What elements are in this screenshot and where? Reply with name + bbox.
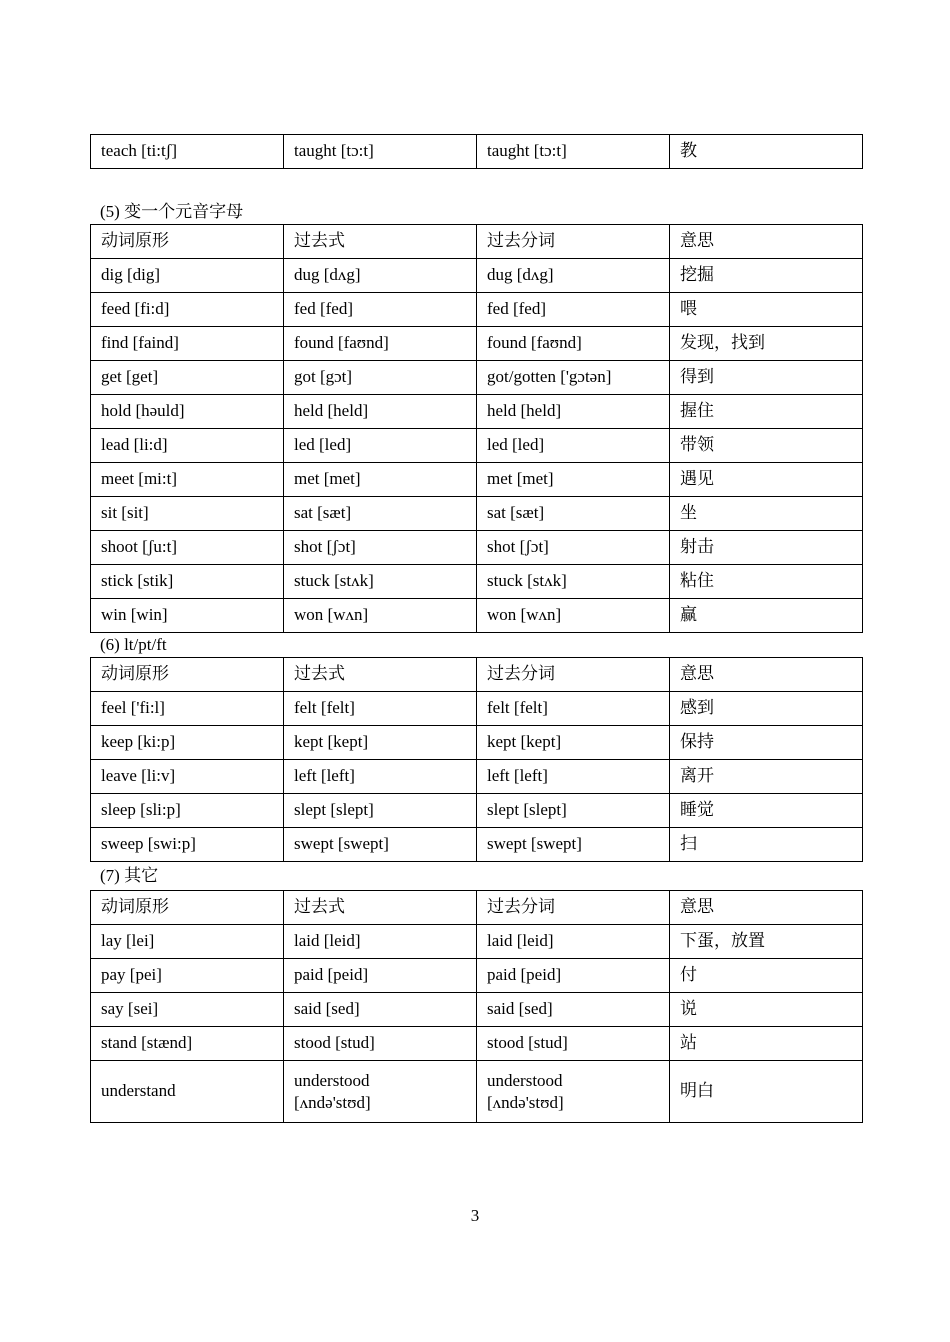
cell-past-participle: fed [fed] bbox=[477, 293, 670, 327]
cell-base: find [faind] bbox=[91, 327, 284, 361]
table-row bbox=[91, 760, 863, 794]
header-base: 动词原形 bbox=[91, 658, 284, 692]
cell-pp-line: understood bbox=[487, 1071, 563, 1091]
cell-meaning: 得到 bbox=[670, 361, 863, 395]
header-past: 过去式 bbox=[284, 658, 477, 692]
header-past-participle: 过去分词 bbox=[477, 658, 670, 692]
table-row bbox=[91, 361, 863, 395]
section-title-7: (7) 其它 bbox=[100, 866, 159, 885]
section-title-5: (5) 变一个元音字母 bbox=[100, 202, 244, 221]
table-row bbox=[91, 327, 863, 361]
table-section-5 bbox=[90, 224, 863, 633]
cell-meaning: 扫 bbox=[670, 828, 863, 862]
cell-base: sleep [sli:p] bbox=[91, 794, 284, 828]
cell-past: stuck [stʌk] bbox=[284, 565, 477, 599]
table-top bbox=[90, 134, 863, 169]
cell-past-participle: sat [sæt] bbox=[477, 497, 670, 531]
cell-past-participle: taught [tɔ:t] bbox=[477, 135, 670, 169]
cell-base: lay [lei] bbox=[91, 925, 284, 959]
table-row bbox=[91, 429, 863, 463]
cell-past: paid [peid] bbox=[284, 959, 477, 993]
cell-base: feed [fi:d] bbox=[91, 293, 284, 327]
table-header-row bbox=[91, 891, 863, 925]
cell-meaning: 明白 bbox=[670, 1061, 863, 1123]
cell-past: taught [tɔ:t] bbox=[284, 135, 477, 169]
cell-past-participle bbox=[477, 1061, 670, 1123]
cell-meaning: 握住 bbox=[670, 395, 863, 429]
table-row bbox=[91, 692, 863, 726]
cell-past-participle: stuck [stʌk] bbox=[477, 565, 670, 599]
cell-past: met [met] bbox=[284, 463, 477, 497]
cell-past: dug [dʌg] bbox=[284, 259, 477, 293]
cell-meaning: 带领 bbox=[670, 429, 863, 463]
page-number: 3 bbox=[470, 1206, 480, 1225]
cell-past-participle: left [left] bbox=[477, 760, 670, 794]
cell-base: meet [mi:t] bbox=[91, 463, 284, 497]
cell-base: pay [pei] bbox=[91, 959, 284, 993]
cell-base: get [get] bbox=[91, 361, 284, 395]
cell-meaning: 挖掘 bbox=[670, 259, 863, 293]
header-meaning: 意思 bbox=[670, 658, 863, 692]
cell-past-participle: found [faʊnd] bbox=[477, 327, 670, 361]
cell-past-participle: dug [dʌg] bbox=[477, 259, 670, 293]
cell-meaning: 赢 bbox=[670, 599, 863, 633]
cell-base: teach [ti:tʃ] bbox=[91, 135, 284, 169]
cell-past-participle: slept [slept] bbox=[477, 794, 670, 828]
cell-meaning: 保持 bbox=[670, 726, 863, 760]
table-row bbox=[91, 599, 863, 633]
table-row bbox=[91, 565, 863, 599]
cell-past: found [faʊnd] bbox=[284, 327, 477, 361]
cell-base: hold [həuld] bbox=[91, 395, 284, 429]
table-header-row bbox=[91, 225, 863, 259]
cell-past: kept [kept] bbox=[284, 726, 477, 760]
table-row bbox=[91, 993, 863, 1027]
cell-base: stick [stik] bbox=[91, 565, 284, 599]
section-title-6: (6) lt/pt/ft bbox=[100, 635, 167, 654]
table-row bbox=[91, 726, 863, 760]
header-past: 过去式 bbox=[284, 225, 477, 259]
cell-past: fed [fed] bbox=[284, 293, 477, 327]
cell-past: sat [sæt] bbox=[284, 497, 477, 531]
cell-past-participle: met [met] bbox=[477, 463, 670, 497]
table-row bbox=[91, 259, 863, 293]
cell-past-phonetic: [ʌndə'stʊd] bbox=[294, 1092, 371, 1112]
cell-past-participle: stood [stud] bbox=[477, 1027, 670, 1061]
cell-past-participle: won [wʌn] bbox=[477, 599, 670, 633]
cell-past-participle: shot [ʃɔt] bbox=[477, 531, 670, 565]
cell-meaning: 喂 bbox=[670, 293, 863, 327]
cell-past-participle: paid [peid] bbox=[477, 959, 670, 993]
cell-past: got [gɔt] bbox=[284, 361, 477, 395]
table-section-6 bbox=[90, 657, 863, 862]
cell-past-participle: kept [kept] bbox=[477, 726, 670, 760]
cell-base: sit [sit] bbox=[91, 497, 284, 531]
header-past-participle: 过去分词 bbox=[477, 225, 670, 259]
cell-meaning: 射击 bbox=[670, 531, 863, 565]
cell-meaning: 付 bbox=[670, 959, 863, 993]
cell-base: say [sei] bbox=[91, 993, 284, 1027]
cell-past: slept [slept] bbox=[284, 794, 477, 828]
table-row bbox=[91, 828, 863, 862]
cell-meaning: 遇见 bbox=[670, 463, 863, 497]
cell-meaning: 睡觉 bbox=[670, 794, 863, 828]
cell-past: held [held] bbox=[284, 395, 477, 429]
cell-past: laid [leid] bbox=[284, 925, 477, 959]
header-past: 过去式 bbox=[284, 891, 477, 925]
cell-base: feel ['fi:l] bbox=[91, 692, 284, 726]
cell-base: win [win] bbox=[91, 599, 284, 633]
cell-meaning: 坐 bbox=[670, 497, 863, 531]
cell-past-participle: held [held] bbox=[477, 395, 670, 429]
cell-meaning: 粘住 bbox=[670, 565, 863, 599]
table-row bbox=[91, 1061, 863, 1123]
cell-past: felt [felt] bbox=[284, 692, 477, 726]
table-row bbox=[91, 395, 863, 429]
cell-past: stood [stud] bbox=[284, 1027, 477, 1061]
table-row bbox=[91, 794, 863, 828]
cell-past-participle: got/gotten ['gɔtən] bbox=[477, 361, 670, 395]
cell-past: said [sed] bbox=[284, 993, 477, 1027]
cell-past: swept [swept] bbox=[284, 828, 477, 862]
header-base: 动词原形 bbox=[91, 891, 284, 925]
header-base: 动词原形 bbox=[91, 225, 284, 259]
cell-past bbox=[284, 1061, 477, 1123]
table-row bbox=[91, 135, 863, 169]
header-meaning: 意思 bbox=[670, 225, 863, 259]
cell-meaning: 离开 bbox=[670, 760, 863, 794]
cell-past-line: understood bbox=[294, 1071, 370, 1091]
cell-base: dig [dig] bbox=[91, 259, 284, 293]
table-row bbox=[91, 925, 863, 959]
table-row bbox=[91, 531, 863, 565]
cell-past: won [wʌn] bbox=[284, 599, 477, 633]
cell-past-participle: led [led] bbox=[477, 429, 670, 463]
cell-base: shoot [ʃu:t] bbox=[91, 531, 284, 565]
table-row bbox=[91, 463, 863, 497]
cell-meaning: 说 bbox=[670, 993, 863, 1027]
cell-past-participle: felt [felt] bbox=[477, 692, 670, 726]
document-page bbox=[90, 134, 862, 1123]
cell-base: understand bbox=[91, 1061, 284, 1123]
header-past-participle: 过去分词 bbox=[477, 891, 670, 925]
cell-base: leave [li:v] bbox=[91, 760, 284, 794]
cell-pp-phonetic: [ʌndə'stʊd] bbox=[487, 1092, 564, 1112]
cell-meaning: 教 bbox=[670, 135, 863, 169]
table-row bbox=[91, 1027, 863, 1061]
cell-past: left [left] bbox=[284, 760, 477, 794]
cell-base: keep [ki:p] bbox=[91, 726, 284, 760]
cell-past: shot [ʃɔt] bbox=[284, 531, 477, 565]
table-header-row bbox=[91, 658, 863, 692]
cell-meaning: 下蛋，放置 bbox=[670, 925, 863, 959]
cell-past-participle: laid [leid] bbox=[477, 925, 670, 959]
cell-meaning: 感到 bbox=[670, 692, 863, 726]
cell-past: led [led] bbox=[284, 429, 477, 463]
table-row bbox=[91, 497, 863, 531]
table-section-7 bbox=[90, 890, 863, 1123]
table-row bbox=[91, 293, 863, 327]
cell-past-participle: said [sed] bbox=[477, 993, 670, 1027]
cell-meaning: 发现，找到 bbox=[670, 327, 863, 361]
table-row bbox=[91, 959, 863, 993]
cell-past-participle: swept [swept] bbox=[477, 828, 670, 862]
cell-base: sweep [swi:p] bbox=[91, 828, 284, 862]
cell-base: lead [li:d] bbox=[91, 429, 284, 463]
header-meaning: 意思 bbox=[670, 891, 863, 925]
cell-meaning: 站 bbox=[670, 1027, 863, 1061]
cell-base: stand [stænd] bbox=[91, 1027, 284, 1061]
